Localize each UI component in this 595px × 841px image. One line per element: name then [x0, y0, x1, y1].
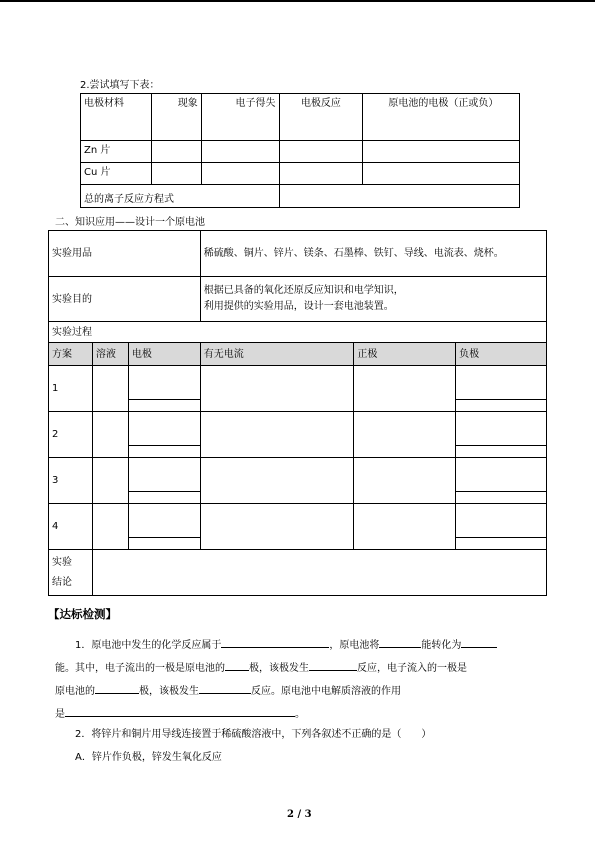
- cell[interactable]: [354, 366, 456, 412]
- supplies-label: 实验用品: [49, 231, 201, 277]
- scheme-1: 1: [49, 366, 93, 412]
- experiment-table: [48, 230, 547, 596]
- col-electrode: 电极: [128, 343, 200, 366]
- q2-text: 2．将锌片和铜片用导线连接置于稀硫酸溶液中，下列各叙述不正确的是（ ）: [75, 729, 432, 740]
- header-electron-gain-loss: 电子得失: [201, 94, 279, 141]
- conclusion-cell[interactable]: [92, 550, 546, 596]
- q1-text-k: 。: [295, 709, 305, 720]
- row-total-label: 总的离子反应方程式: [81, 185, 280, 208]
- negative-cell[interactable]: [456, 366, 547, 412]
- blank[interactable]: [221, 636, 329, 648]
- electrode-cell[interactable]: [128, 458, 200, 504]
- row-zn-label: Zn 片: [81, 141, 152, 163]
- q1-text-e: 极，该极发生: [249, 663, 309, 674]
- header-phenomenon: 现象: [151, 94, 201, 141]
- negative-cell[interactable]: [456, 458, 547, 504]
- blank[interactable]: [95, 682, 139, 694]
- cell[interactable]: [354, 412, 456, 458]
- q1-text-j: 是: [55, 709, 65, 720]
- cell[interactable]: [354, 458, 456, 504]
- col-current: 有无电流: [200, 343, 354, 366]
- cell[interactable]: [200, 412, 354, 458]
- col-scheme: 方案: [49, 343, 93, 366]
- cell[interactable]: [279, 141, 363, 163]
- blank[interactable]: [309, 659, 357, 671]
- purpose-line-1: 根据已具备的氧化还原反应知识和电学知识，: [203, 285, 404, 296]
- q1-text-g: 原电池的: [55, 686, 95, 697]
- col-negative: 负极: [456, 343, 547, 366]
- cell[interactable]: [92, 412, 128, 458]
- q2-option-a: A．锌片作负极，锌发生氧化反应: [75, 752, 222, 763]
- supplies-value: 稀硫酸、铜片、锌片、镁条、石墨棒、铁钉、导线、电流表、烧杯。: [200, 231, 546, 277]
- q1-line-4: [55, 705, 305, 721]
- cell[interactable]: [151, 163, 201, 185]
- blank[interactable]: [225, 659, 249, 671]
- q1-line-2: [55, 659, 467, 675]
- scheme-2: 2: [49, 412, 93, 458]
- q1-line-1: [75, 636, 497, 652]
- electrode-cell[interactable]: [128, 366, 200, 412]
- blank[interactable]: [199, 682, 251, 694]
- cell[interactable]: [200, 504, 354, 550]
- q1-text-f: 反应，电子流入的一极是: [357, 663, 467, 674]
- section-2-heading: 二、知识应用——设计一个原电池: [55, 217, 205, 228]
- negative-cell[interactable]: [456, 412, 547, 458]
- cell[interactable]: [363, 141, 520, 163]
- cell[interactable]: [92, 504, 128, 550]
- cell[interactable]: [200, 366, 354, 412]
- header-battery-electrode: 原电池的电极（正或负）: [363, 94, 520, 141]
- process-label: 实验过程: [49, 322, 547, 343]
- q1-text-a: 1．原电池中发生的化学反应属于: [75, 640, 222, 651]
- conclusion-label-line-1: 实验: [52, 556, 72, 568]
- blank[interactable]: [379, 636, 421, 648]
- header-electrode-reaction: 电极反应: [279, 94, 363, 141]
- cell[interactable]: [200, 458, 354, 504]
- q1-text-i: 反应。原电池中电解质溶液的作用: [251, 686, 401, 697]
- quiz-heading: 【达标检测】: [48, 607, 117, 621]
- page-number: 2 / 3: [287, 809, 312, 820]
- purpose-label: 实验目的: [49, 277, 201, 322]
- blank[interactable]: [461, 636, 497, 648]
- cell[interactable]: [92, 458, 128, 504]
- cell[interactable]: [279, 163, 363, 185]
- conclusion-label: [49, 550, 93, 596]
- q1-text-b: ，原电池将: [329, 640, 380, 651]
- scheme-4: 4: [49, 504, 93, 550]
- cell[interactable]: [363, 163, 520, 185]
- q1-text-h: 极，该极发生: [139, 686, 199, 697]
- col-positive: 正极: [354, 343, 456, 366]
- conclusion-label-line-2: 结论: [52, 576, 72, 588]
- q1-text-c: 能转化为: [421, 640, 462, 651]
- row-cu-label: Cu 片: [81, 163, 152, 185]
- cell[interactable]: [92, 366, 128, 412]
- blank[interactable]: [65, 705, 295, 717]
- negative-cell[interactable]: [456, 504, 547, 550]
- col-solution: 溶液: [92, 343, 128, 366]
- electrode-cell[interactable]: [128, 412, 200, 458]
- cell[interactable]: [151, 141, 201, 163]
- top-border-line: [0, 0, 595, 2]
- cell[interactable]: [279, 185, 519, 208]
- cell[interactable]: [354, 504, 456, 550]
- cell[interactable]: [201, 163, 279, 185]
- q1-text-d: 能。其中，电子流出的一极是原电池的: [55, 663, 225, 674]
- purpose-line-2: 利用提供的实验用品，设计一套电池装置。: [203, 301, 394, 312]
- q1-line-3: [55, 682, 401, 698]
- question-2-heading: 2.尝试填写下表：: [80, 80, 160, 91]
- electrode-cell[interactable]: [128, 504, 200, 550]
- scheme-3: 3: [49, 458, 93, 504]
- header-electrode-material: 电极材料: [81, 94, 152, 141]
- cell[interactable]: [201, 141, 279, 163]
- purpose-value: [200, 277, 546, 322]
- electrode-table: [80, 93, 520, 208]
